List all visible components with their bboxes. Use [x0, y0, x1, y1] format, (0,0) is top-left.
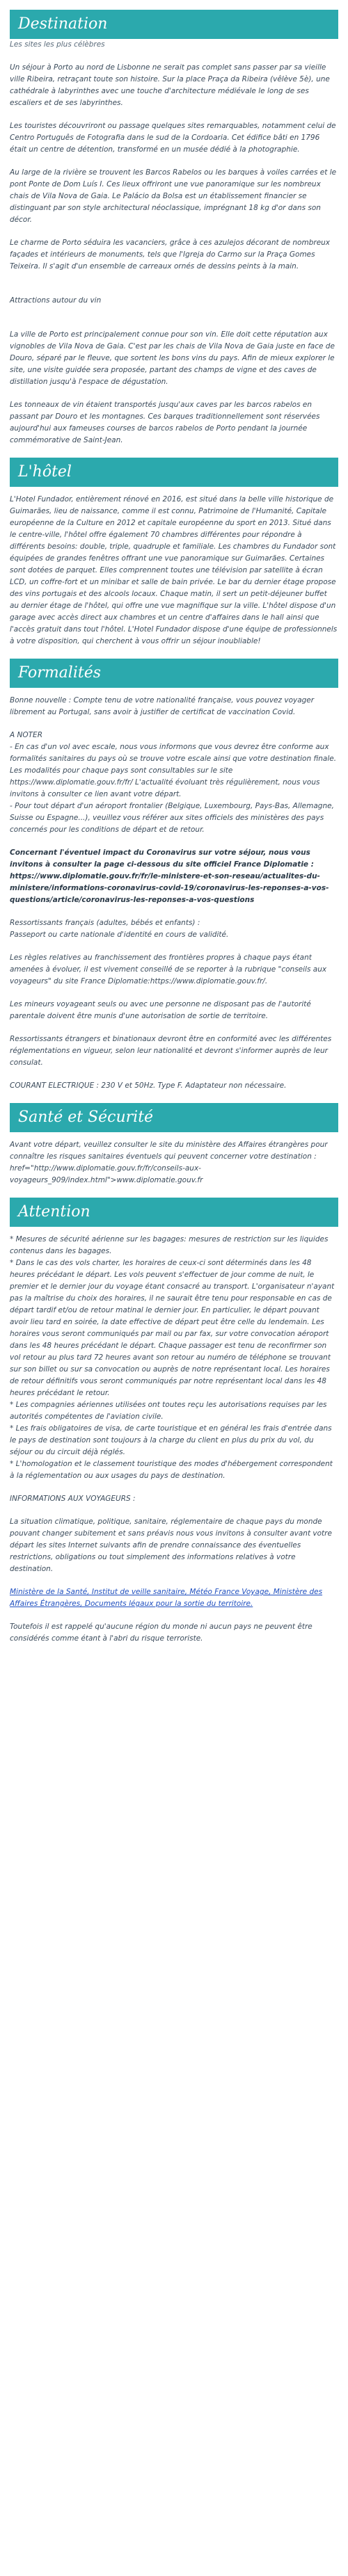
health-section — [10, 1139, 338, 1186]
section-title-formalities: Formalités — [10, 659, 338, 688]
attention-paragraph: Toutefois il est rappelé qu'aucune région du monde ni aucun pays ne peuvent être considérés comme étant à l'abri du risque terroriste. — [10, 1623, 313, 1643]
attention-paragraph: La situation climatique, politique, sanitaire, réglementaire de chaque pays du monde pouvant changer subitement et sans préavis nous vous invitons à consulter avant votre départ les sites Internet suivants afin de prendre connaissance des éventuelles restrictions, obligations ou tout simplement des informations relatives à votre destination. — [10, 1518, 332, 1573]
hotel-paragraph: L'Hotel Fundador, entièrement rénové en 2016, est situé dans la belle ville historique de Guimarães, lieu de naissance, comme il est connu, Patrimoine de l'Humanité, Capitale européenne de la Culture en 2012 et capitale européenne du sport en 2013. Situé dans le centre-ville, l'hôtel offre également 70 chambres différentes pour répondre à différents besoins: double, triple, quadruple et familiale. Les chambres du Fundador sont équipées de grandes fenêtres offrant une vue panoramique sur Guimarães. Certaines sont dotées de parquet. Elles comprennent toutes une télévision par satellite à écran LCD, un coffre-fort et un minibar et salle de bain privée. Le bar du dernier étage propose des vins portugais et des alcools locaux. Chaque matin, il sert un petit-déjeuner buffet au dernier étage de l'hôtel, qui offre une vue magnifique sur la ville. L'hôtel dispose d'un garage avec accès direct aux chambres et un centre d'affaires dans le hall ainsi que l'accès gratuit dans tout l'hôtel. L'Hotel Fundador dispose d'une équipe de professionnels à votre disposition, qui cherchent à vous offrir un séjour inoubliable! — [10, 495, 338, 645]
attention-links[interactable]: Ministère de la Santé, Institut de veille sanitaire, Météo France Voyage, Ministère des Affaires Étrangères, Documents légaux pour la sortie du territoire. — [10, 1588, 323, 1608]
destination-paragraph: La ville de Porto est principalement connue pour son vin. Elle doit cette réputation aux vignobles de Vila Nova de Gaia. C'est par les chais de Vila Nova de Gaia juste en face de Douro, séparé par le fleuve, que sortent les bons vins du pays. Afin de mieux explorer le site, une visite guidée sera proposée, partant des champs de vigne et des caves de distillation jusqu'à l'espace de dégustation. — [10, 330, 335, 386]
destination-section — [10, 39, 338, 446]
destination-paragraph: Un séjour à Porto au nord de Lisbonne ne serait pas complet sans passer par sa vieille ville Ribeira, retraçant toute son histoire. Sur la place Praça da Ribeira (vêlève 5è), une cathédrale à labyrinthes avec une touche d'architecture médiévale le long de ses escaliers et de ses labyrinthes. — [10, 63, 330, 107]
formalities-paragraph: Les mineurs voyageant seuls ou avec une personne ne disposant pas de l'autorité parentale doivent être munis d'une autorisation de sortie de territoire. — [10, 1000, 311, 1020]
attention-info-heading: INFORMATIONS AUX VOYAGEURS : — [10, 1495, 136, 1503]
section-title-hotel: L'hôtel — [10, 458, 338, 487]
formalities-paragraph: Bonne nouvelle : Compte tenu de votre nationalité française, vous pouvez voyager librement au Portugal, sans avoir à justifier de certificat de vaccination Covid. — [10, 696, 315, 716]
spacer — [10, 318, 338, 329]
section-title-attention: Attention — [10, 1198, 338, 1227]
formalities-section — [10, 695, 338, 1092]
hotel-section — [10, 494, 338, 647]
spacer — [10, 284, 338, 295]
attention-paragraph: * Mesures de sécurité aérienne sur les bagages: mesures de restriction sur les liquides contenus dans les bagages. * Dans le cas des vols charter, les horaires de ceux-ci sont déterminés dans les 48 heures précédant le départ. Les vols peuvent s'effectuer de jour comme de nuit, le premier et le dernier jour du voyage étant consacré au transport. L'organisateur n'ayant pas la maîtrise du choix des horaires, il ne saurait être tenu pour responsable en cas de départ tardif et/ou de retour matinal le dernier jour. En particulier, le départ pouvant avoir lieu tard en soirée, la date effective de départ peut être celle du lendemain. Les horaires vous seront communiqués par mail ou par fax, sur votre convocation aéroport dans les 48 heures précédant le départ. Chaque passager est tenu de reconfirmer son vol retour au plus tard 72 heures avant son retour au numéro de téléphone se trouvant sur son billet ou sur sa convocation ou auprès de notre représentant local. Les horaires de retour définitifs vous seront communiqués par notre représentant local dans les 48 heures précédant le retour. * Les compagnies aériennes utilisées ont toutes reçu les autorisations requises par les autorités compétentes de l'aviation civile. * Les frais obligatoires de visa, de carte touristique et en général les frais d'entrée dans le pays de destination sont toujours à la charge du client en plus du prix du vol, du séjour ou du circuit déjà réglés. * L'homologation et le classement touristique des modes d'hébergement correspondent à la réglementation ou aux usages du pays de destination. — [10, 1235, 335, 1480]
health-paragraph: Avant votre départ, veuillez consulter le site du ministère des Affaires étrangères pour connaître les risques sanitaires éventuels qui peuvent concerner votre destination : href="http://www.diplomatie.gouv.fr/fr/conseils-aux-voyageurs_909/index.html">www.diplomatie.gouv.fr — [10, 1141, 328, 1184]
formalities-french-nationals: Ressortissants français (adultes, bébés et enfants) : Passeport ou carte nationale d'identité en cours de validité. — [10, 919, 229, 939]
attention-section — [10, 1234, 338, 1645]
wine-heading: Attractions autour du vin — [10, 296, 102, 305]
formalities-paragraph: Les règles relatives au franchissement des frontières propres à chaque pays étant amenées à évoluer, il est vivement conseillé de se reporter à la rubrique "conseils aux voyageurs" du site France Diplomatie:https://www.diplomatie.gouv.fr/. — [10, 953, 327, 985]
destination-paragraph: Le charme de Porto séduira les vacanciers, grâce à ces azulejos décorant de nombreux façades et intérieurs de monuments, tels que l'Igreja do Carmo sur la Praça Gomes Teixeira. Il s'agit d'un ensemble de carreaux ornés de dessins peints à la main. — [10, 239, 331, 271]
formalities-paragraph: Ressortissants étrangers et binationaux devront être en conformité avec les différentes réglementations en vigueur, selon leur nationalité et devront s'informer auprès de leur consulat. — [10, 1035, 332, 1067]
formalities-electric: COURANT ELECTRIQUE : 230 V et 50Hz. Type F. Adaptateur non nécessaire. — [10, 1081, 287, 1090]
section-title-destination: Destination — [10, 10, 338, 39]
formalities-note: A NOTER - En cas d'un vol avec escale, nous vous informons que vous devrez être conforme aux formalités sanitaires du pays où se trouve votre escale ainsi que votre destination finale. Les modalités pour chaque pays sont consultables sur le site https://www.diplomatie.gouv.fr/fr/ L'actualité évoluant très régulièrement, nous vous invitons à consulter ce lien avant votre départ. - Pour tout départ d'un aéroport frontalier (Belgique, Luxembourg, Pays-Bas, Allemagne, Suisse ou Espagne...), veuillez vous référer aux sites officiels des ministères des pays concernés pour les conditions de départ et de retour. — [10, 731, 337, 834]
destination-subtitle: Les sites les plus célèbres — [10, 40, 105, 49]
section-title-health: Santé et Sécurité — [10, 1103, 338, 1132]
destination-paragraph: Les tonneaux de vin étaient transportés jusqu'aux caves par les barcos rabelos en passant par Douro et les montagnes. Ces barques traditionnellement sont réservées aujourd'hui aux fameuses courses de barcos rabelos de Porto pendant la journée commémorative de Saint-Jean. — [10, 401, 320, 444]
destination-paragraph: Au large de la rivière se trouvent les Barcos Rabelos ou les barques à voiles carrées et le pont Ponte de Dom Luís I. Ces lieux offriront une vue panoramique sur les nombreux chais de Vila Nova de Gaia. Le Palácio da Bolsa est un établissement financier se distinguant par son style architectural néoclassique, imprégnant 18 kg d'or dans son décor. — [10, 168, 337, 224]
formalities-coronavirus: Concernant l'éventuel impact du Coronavirus sur votre séjour, nous vous invitons à consulter la page ci-dessous du site officiel France Diplomatie : https://www.diplomatie.gouv.fr/fr/le-ministere-et-son-reseau/actualites-du-ministere/informations-coronavirus-covid-19/coronavirus-les-reponses-a-vos-questions/article/coronavirus-les-reponses-a-vos-questions — [10, 848, 329, 904]
destination-paragraph: Les touristes découvriront ou passage quelques sites remarquables, notamment celui de Centro Português de Fotografia dans le sud de la Cordoaria. Cet édifice bâti en 1796 était un centre de détention, transformé en un musée dédié à la photographie. — [10, 122, 336, 154]
